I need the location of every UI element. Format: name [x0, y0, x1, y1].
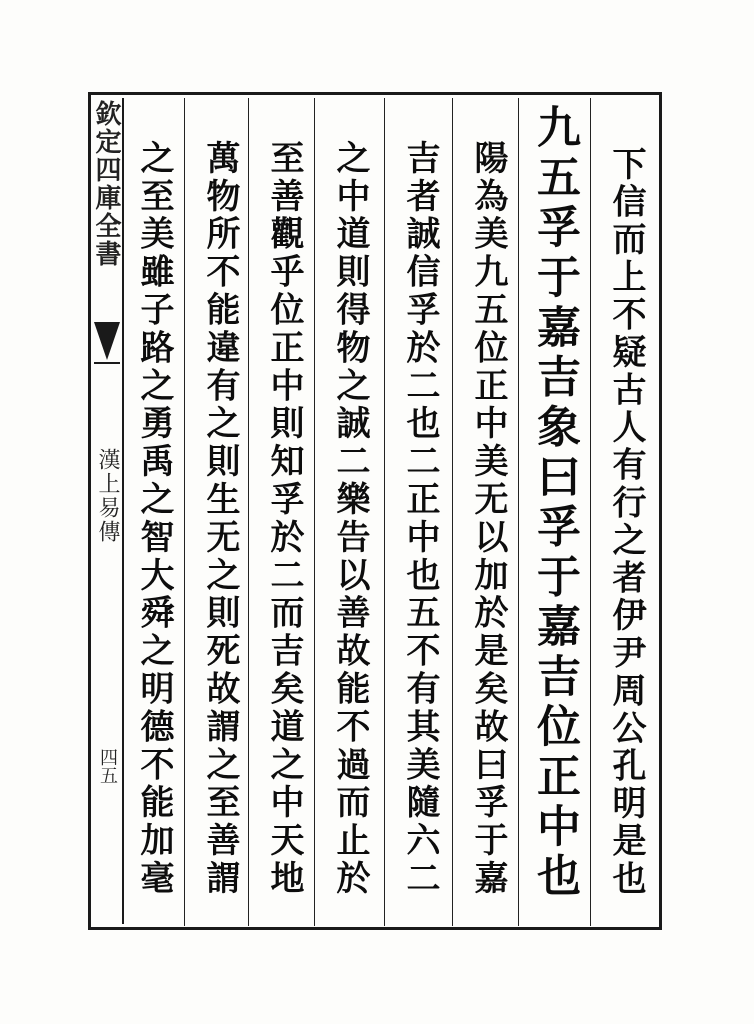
text-column-4: 吉者誠信孚於二也二正中也五不有其美隨六二	[400, 140, 440, 898]
text-column-3: 陽為美九五位正中美无以加於是矣故曰孚于嘉	[468, 140, 508, 898]
section-title: 漢上易傳	[95, 448, 120, 544]
column-rule	[452, 98, 453, 926]
text-column-2: 九五孚于嘉吉象曰孚于嘉吉位正中也	[529, 104, 580, 903]
page-number: 四五	[97, 748, 118, 784]
text-column-6: 至善觀乎位正中則知孚於二而吉矣道之中天地	[264, 140, 304, 898]
text-column-1: 下信而上不疑古人有行之者伊尹周公孔明是也	[606, 146, 646, 898]
column-rule	[314, 98, 315, 926]
column-rule	[184, 98, 185, 926]
column-rule	[384, 98, 385, 926]
text-column-5: 之中道則得物之誠二樂告以善故能不過而止於	[330, 140, 370, 898]
fish-tail-ornament-icon	[94, 322, 120, 360]
book-title: 欽定四庫全書	[91, 100, 121, 268]
column-rule	[590, 98, 591, 926]
text-column-8: 之至美雖子路之勇禹之智大舜之明德不能加毫	[134, 140, 174, 898]
column-rule	[518, 98, 519, 926]
fish-tail-line	[94, 362, 120, 364]
text-column-7: 萬物所不能違有之則生无之則死故謂之至善謂	[200, 140, 240, 898]
